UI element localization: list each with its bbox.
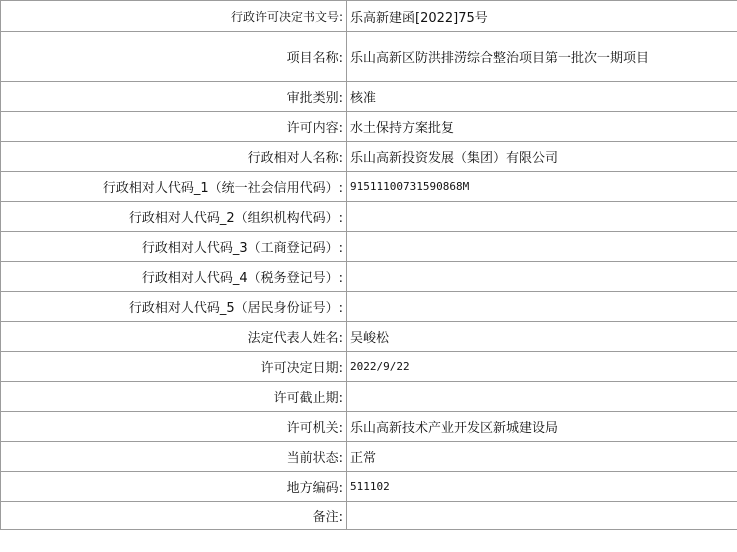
table-row (1, 202, 737, 232)
value-cell[interactable]: 91511100731590868M (347, 172, 737, 202)
value-cell[interactable] (347, 292, 737, 322)
label-cell[interactable]: 行政相对人代码_2（组织机构代码）: (1, 202, 347, 232)
value-cell[interactable] (347, 202, 737, 232)
table-row (1, 262, 737, 292)
value-cell[interactable]: 乐山高新技术产业开发区新城建设局 (347, 412, 737, 442)
label-cell[interactable]: 地方编码: (1, 472, 347, 502)
label-cell[interactable]: 许可机关: (1, 412, 347, 442)
value-cell[interactable] (347, 502, 737, 530)
value-cell[interactable]: 511102 (347, 472, 737, 502)
table-row (1, 142, 737, 172)
value-cell[interactable]: 吴峻松 (347, 322, 737, 352)
table-row (1, 502, 737, 530)
label-cell[interactable]: 行政相对人名称: (1, 142, 347, 172)
label-cell[interactable]: 备注: (1, 502, 347, 530)
table-row (1, 172, 737, 202)
label-cell[interactable]: 当前状态: (1, 442, 347, 472)
value-cell[interactable]: 水土保持方案批复 (347, 112, 737, 142)
label-cell[interactable]: 行政相对人代码_3（工商登记码）: (1, 232, 347, 262)
value-cell[interactable]: 乐高新建函[2022]75号 (347, 1, 737, 32)
table-row (1, 232, 737, 262)
table-row (1, 32, 737, 82)
table-row (1, 82, 737, 112)
label-cell[interactable]: 许可内容: (1, 112, 347, 142)
value-cell[interactable] (347, 262, 737, 292)
table-row (1, 412, 737, 442)
label-cell[interactable]: 法定代表人姓名: (1, 322, 347, 352)
value-cell[interactable]: 核准 (347, 82, 737, 112)
table-row (1, 112, 737, 142)
value-cell[interactable] (347, 382, 737, 412)
label-cell[interactable]: 行政相对人代码_1（统一社会信用代码）: (1, 172, 347, 202)
label-cell[interactable]: 项目名称: (1, 32, 347, 82)
value-cell[interactable]: 正常 (347, 442, 737, 472)
label-cell[interactable]: 许可截止期: (1, 382, 347, 412)
value-cell[interactable] (347, 232, 737, 262)
table-row (1, 442, 737, 472)
table-row (1, 472, 737, 502)
table-row (1, 352, 737, 382)
label-cell[interactable]: 行政相对人代码_5（居民身份证号）: (1, 292, 347, 322)
value-cell[interactable]: 乐山高新投资发展（集团）有限公司 (347, 142, 737, 172)
table-row (1, 322, 737, 352)
table-row (1, 382, 737, 412)
table-row (1, 1, 737, 32)
value-cell[interactable]: 2022/9/22 (347, 352, 737, 382)
label-cell[interactable]: 许可决定日期: (1, 352, 347, 382)
table-row (1, 292, 737, 322)
label-cell[interactable]: 审批类别: (1, 82, 347, 112)
label-cell[interactable]: 行政相对人代码_4（税务登记号）: (1, 262, 347, 292)
value-cell[interactable]: 乐山高新区防洪排涝综合整治项目第一批次一期项目 (347, 32, 737, 82)
label-cell[interactable]: 行政许可决定书文号: (1, 1, 347, 32)
